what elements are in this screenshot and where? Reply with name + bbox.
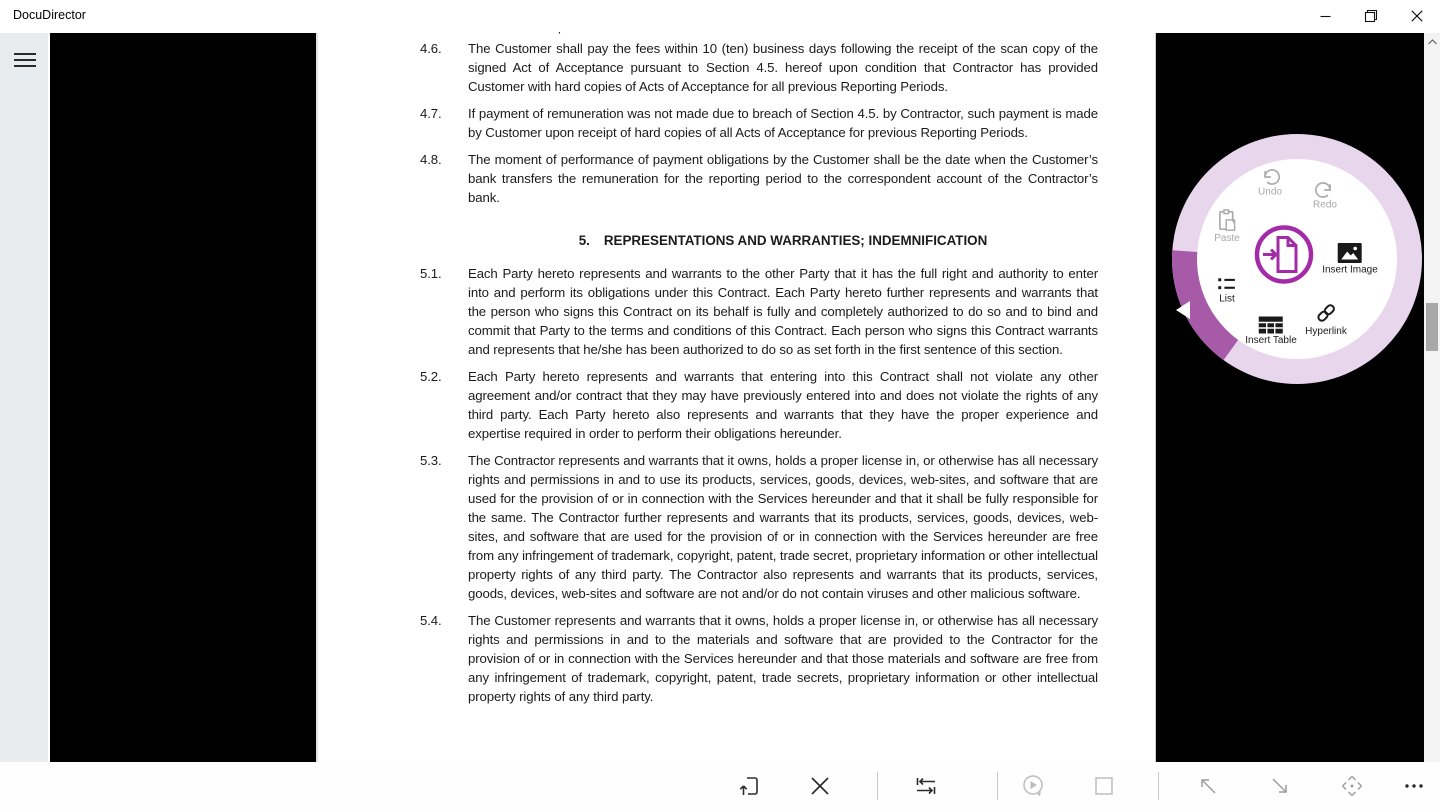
minimize-button[interactable]: [1302, 0, 1348, 32]
section-number: 5.4.: [420, 613, 442, 628]
more-options-button[interactable]: [1402, 774, 1426, 798]
left-nav-strip: [0, 33, 48, 762]
contract-section: [420, 39, 1098, 96]
hamburger-icon: [14, 53, 36, 55]
contract-section: [420, 104, 1098, 142]
contract-section: [420, 264, 1098, 359]
section-text: The moment of performance of payment obligations by the Customer shall be the date when the Customer’s bank transfers the remuneration for the reporting period to the correspondent account of the Contractor’s bank.: [468, 152, 1098, 205]
radial-item-label: Hyperlink: [1305, 326, 1347, 337]
radial-item-insert-image[interactable]: [1322, 243, 1378, 276]
restore-button[interactable]: [1348, 0, 1394, 32]
fit-page-width-button[interactable]: [914, 774, 938, 798]
app-title: DocuDirector: [13, 8, 86, 22]
stop-button: [1092, 774, 1116, 798]
chevron-up-icon: [1428, 39, 1437, 45]
radial-item-label: Insert Table: [1245, 335, 1297, 346]
section-text: Each Party hereto represents and warrants that entering into this Contract shall not violate any other agreement and/or contract that they may have previously entered into and does not violate the rights of any third party. Each Party hereto also represents and warrants that they have the proper experience and expertise required in order to perform their obligations hereunder.: [468, 369, 1098, 441]
radial-item-label: Insert Image: [1322, 264, 1378, 276]
table-grid-icon: [1258, 316, 1283, 334]
image-icon: [1338, 243, 1363, 264]
title-bar: [0, 0, 1440, 32]
radial-item-redo: [1313, 182, 1337, 211]
delete-button[interactable]: [808, 774, 832, 798]
arrow-down-right-icon: [1268, 774, 1292, 798]
toolbar-divider: [1158, 772, 1159, 800]
scrollbar-thumb[interactable]: [1426, 303, 1438, 351]
radial-item-label: Undo: [1258, 186, 1282, 198]
section-heading: [468, 231, 1098, 250]
rotate-page-icon: [738, 774, 762, 798]
redo-icon: [1315, 182, 1335, 199]
section-text: The Contractor represents and warrants that it owns, holds a proper license in, or otherwise has all necessary rights and permissions in and to use its products, services, goods, devices, web-sites, and software that are used for the provision of or in connection with the Services hereunder and that it shall be fully responsible for the same. The Contractor further represents and warrants that its products, services, goods, devices, web-sites, and software that are used for the provision of or in connection with the Services hereunder are free from any infringement of trademark, copyright, patent, trade secret, proprietary information or other intellectual property rights of any third party. The Contractor also represents and warrants that its products, services, goods, devices, web-sites and software are not and/or do not contain viruses and other malicious software.: [468, 453, 1098, 601]
contract-section: [420, 367, 1098, 443]
arrow-up-left-icon: [1196, 774, 1220, 798]
delete-x-icon: [807, 773, 833, 799]
section-text: If payment of remuneration was not made due to breach of Section 4.5. by Contractor, such payment is made by Customer upon receipt of hard copies of all Acts of Acceptance for previous Reporting Periods.: [468, 106, 1098, 140]
heading-number: 5.: [578, 233, 590, 248]
undo-icon: [1260, 169, 1280, 186]
move-button[interactable]: [1340, 774, 1364, 798]
play-icon: [1020, 773, 1046, 799]
section-text: The Customer represents and warrants that it owns, holds a proper license in, or otherwise has all necessary rights and permissions in and to the materials and software that are provided to the Contractor for the provision of or in connection with the Services hereunder and that those materials and software are free from any infringement of trademark, copyright, patent, trade secrets, proprietary information or other intellectual property rights of any third party.: [468, 613, 1098, 704]
move-icon: [1339, 773, 1365, 799]
play-button: [1021, 774, 1045, 798]
radial-item-paste: [1214, 208, 1240, 244]
section-number: 4.8.: [420, 152, 442, 167]
section-number: 4.6.: [420, 41, 442, 56]
vertical-scrollbar[interactable]: [1424, 33, 1440, 762]
section-number: 5.1.: [420, 266, 442, 281]
window-controls: [1302, 0, 1440, 32]
contract-section: [420, 451, 1098, 603]
radial-item-label: Paste: [1214, 233, 1240, 244]
toolbar-divider: [997, 772, 998, 800]
hamburger-menu-button[interactable]: [14, 53, 36, 67]
contract-section: [420, 611, 1098, 706]
section-text: The Customer shall pay the fees within 10 (ten) business days following the receipt of the scan copy of the signed Act of Acceptance pursuant to Section 4.5. hereof upon condition that Contractor has provided Customer with hard copies of Acts of Acceptance for all previous Reporting Periods.: [468, 41, 1098, 94]
section-text: Each Party hereto represents and warrants to the other Party that it has the full right and authority to enter into and perform its obligations under this Contract. Each Party hereto further represents and warrants that the person who signs this Contract on its behalf is fully and completely authorized to do so and to bind and commit that Party to the terms and conditions of this Contract. Each person who signs this Contract warrants and represents that he/she has been authorized to do so as set forth in the first sentence of this section.: [468, 266, 1098, 357]
rotate-page-button[interactable]: [738, 774, 762, 798]
chain-link-icon: [1314, 301, 1338, 325]
radial-center-button[interactable]: [1251, 222, 1317, 293]
close-button[interactable]: [1394, 0, 1440, 32]
restore-icon: [1365, 10, 1377, 22]
contract-section: [420, 150, 1098, 207]
clipboard-icon: [1216, 208, 1238, 232]
radial-item-hyperlink[interactable]: [1305, 301, 1347, 337]
bottom-toolbar: [0, 762, 1440, 810]
adjacent-page-left: [50, 33, 318, 762]
document-page[interactable]: [320, 28, 1154, 762]
radial-item-label: Redo: [1313, 199, 1337, 211]
radial-item-list[interactable]: [1217, 276, 1238, 305]
radial-item-insert-table[interactable]: [1245, 316, 1297, 346]
stop-icon: [1091, 773, 1117, 799]
scrollbar-up-button[interactable]: [1424, 35, 1440, 49]
toolbar-divider: [877, 772, 878, 800]
section-number: 5.2.: [420, 369, 442, 384]
more-options-icon: [1401, 773, 1427, 799]
radial-item-undo: [1258, 169, 1282, 198]
arrow-down-right-button[interactable]: [1268, 774, 1292, 798]
arrow-up-left-button[interactable]: [1196, 774, 1220, 798]
insert-into-document-icon: [1251, 222, 1317, 288]
radial-menu: [1172, 134, 1422, 384]
close-icon: [1411, 10, 1423, 22]
heading-title: REPRESENTATIONS AND WARRANTIES; INDEMNIFICATION: [603, 233, 988, 248]
radial-item-label: List: [1219, 293, 1235, 305]
bullet-list-icon: [1217, 276, 1238, 293]
section-number: 4.7.: [420, 106, 442, 121]
fit-page-width-icon: [913, 774, 939, 798]
section-number: 5.3.: [420, 453, 442, 468]
minimize-icon: [1320, 11, 1331, 22]
